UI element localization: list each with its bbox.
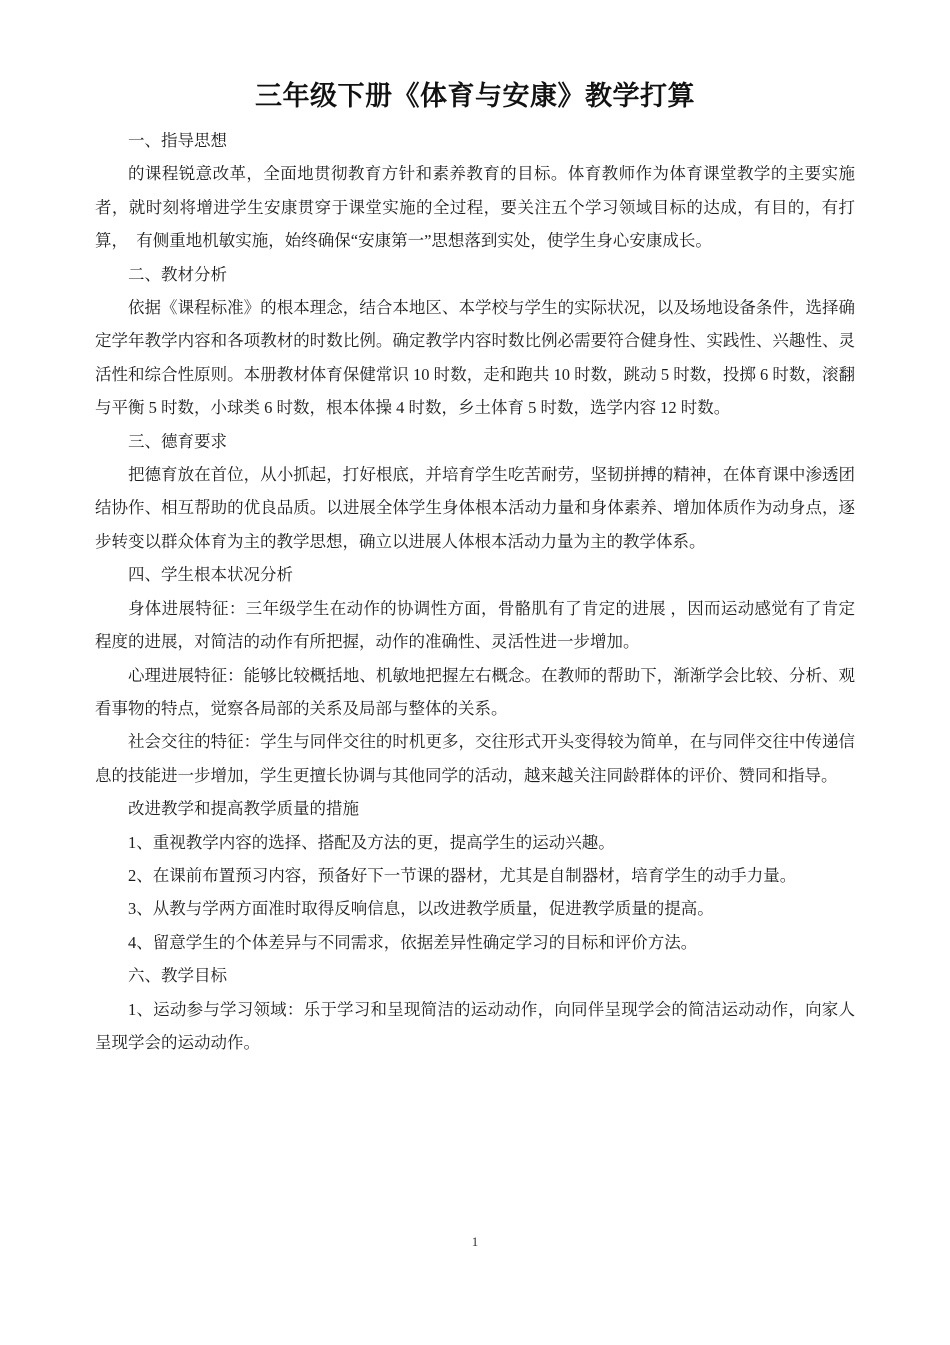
paragraph: 依据《课程标准》的根本理念，结合本地区、本学校与学生的实际状况，以及场地设备条件，选择确定学年教学内容和各项教材的时数比例。确定教学内容时数比例必需要符合健身性、实践性、兴趣性、灵活性和综合性原则。本册教材体育保健常识 10 时数，走和跑共 10 时数，跳动 5 时数，投掷 6 时数，滚翻与平衡 5 时数，小球类 6 时数，根本体操 4 时数，乡土体育 5 时数，选学内容 12 时数。 (95, 298, 855, 418)
heading-moral-education: 三、德育要求 (128, 431, 227, 451)
paragraph: 3、从教与学两方面准时取得反响信息，以改进教学质量，促进教学质量的提高。 (128, 899, 714, 919)
paragraph: 1、运动参与学习领域：乐于学习和呈现简洁的运动动作，向同伴呈现学会的简洁运动动作，向家人呈现学会的运动动作。 (95, 999, 855, 1052)
heading-material-analysis: 二、教材分析 (128, 264, 227, 284)
heading-student-analysis: 四、学生根本状况分析 (128, 565, 293, 585)
document-body (95, 124, 855, 1059)
paragraph: 把德育放在首位，从小抓起，打好根底，并培育学生吃苦耐劳，坚韧拼搏的精神，在体育课中渗透团结协作、相互帮助的优良品质。以进展全体学生身体根本活动力量和身体素养、增加体质作为动身点，逐步转变以群众体育为主的教学思想，确立以进展人体根本活动力量为主的教学体系。 (95, 465, 855, 551)
paragraph: 4、留意学生的个体差异与不同需求，依据差异性确定学习的目标和评价方法。 (128, 932, 698, 952)
paragraph: 1、重视教学内容的选择、搭配及方法的更，提高学生的运动兴趣。 (128, 832, 615, 852)
paragraph: 身体进展特征：三年级学生在动作的协调性方面，骨骼肌有了肯定的进展 ，因而运动感觉有了肯定程度的进展，对简洁的动作有所把握，动作的准确性、灵活性进一步增加。 (95, 598, 855, 652)
heading-improvement-measures: 改进教学和提高教学质量的措施 (128, 799, 359, 819)
heading-guiding-thought: 一、指导思想 (128, 131, 227, 150)
paragraph: 社会交往的特征：学生与同伴交往的时机更多，交往形式开头变得较为简单，在与同伴交往中传递信息的技能进一步增加，学生更擅长协调与其他同学的活动，越来越关注同龄群体的评价、赞同和指导。 (95, 732, 855, 785)
paragraph: 2、在课前布置预习内容，预备好下一节课的器材，尤其是自制器材，培育学生的动手力量。 (128, 865, 797, 885)
paragraph: 的课程锐意改革，全面地贯彻教育方针和素养教育的目标。体育教师作为体育课堂教学的主要实施者，就时刻将增进学生安康贯穿于课堂实施的全过程，要关注五个学习领域目标的达成，有目的，有打算， 有侧重地机敏实施，始终确保“安康第一”思想落到实处，使学生身心安康成长。 (95, 164, 855, 251)
document-title: 三年级下册《体育与安康》教学打算 (255, 81, 695, 111)
paragraph: 心理进展特征：能够比较概括地、机敏地把握左右概念。在教师的帮助下，渐渐学会比较、分析、观看事物的特点，觉察各局部的关系及局部与整体的关系。 (95, 665, 855, 718)
page-number: 1 (471, 1234, 479, 1249)
heading-teaching-goals: 六、教学目标 (128, 966, 227, 986)
